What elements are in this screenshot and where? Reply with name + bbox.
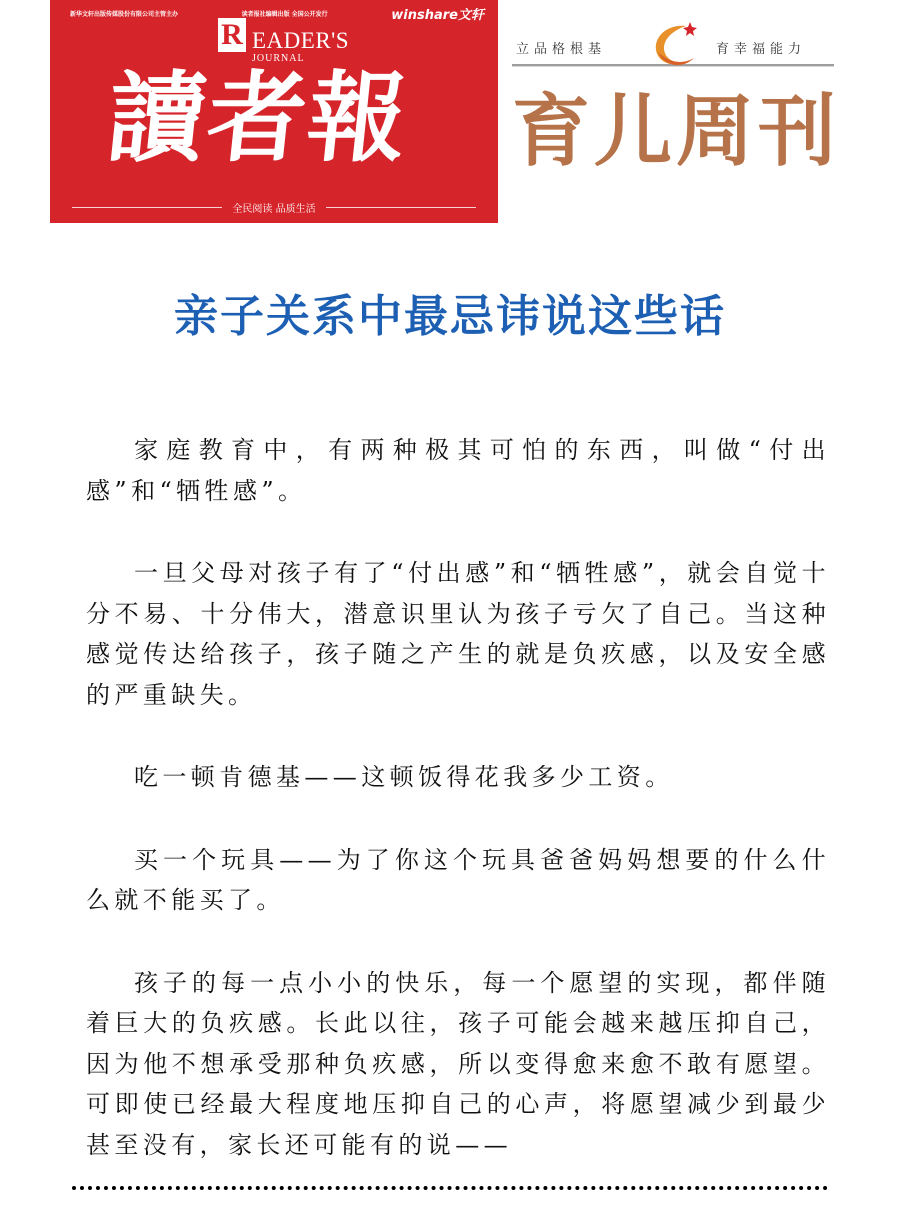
journal-word: JOURNAL bbox=[252, 53, 305, 64]
weekly-title: 育儿周刊 bbox=[512, 87, 841, 177]
article-headline: 亲子关系中最忌讳说这些话 bbox=[174, 291, 726, 342]
masthead-slogan-row bbox=[72, 199, 476, 215]
winshare-logo: winshare文轩 bbox=[391, 7, 484, 23]
readers-rest: EADER'S bbox=[252, 28, 350, 53]
motto-right: 育幸福能力 bbox=[716, 42, 807, 57]
dotted-divider bbox=[72, 1186, 828, 1190]
paragraph: 家庭教育中，有两种极其可怕的东西，叫做“付出感”和“牺牲感”。 bbox=[86, 436, 830, 505]
readers-initial: R bbox=[218, 18, 246, 52]
slogan-divider-right bbox=[326, 207, 476, 208]
publisher-text: 新华文轩出版传媒股份有限公司主管主办 bbox=[70, 10, 179, 18]
article-body bbox=[86, 430, 830, 1207]
paragraph: 买一个玩具——为了你这个玩具爸爸妈妈想要的什么什么就不能买了。 bbox=[86, 845, 830, 914]
parenting-weekly-masthead bbox=[512, 18, 841, 178]
paragraph: 孩子的每一点小小的快乐，每一个愿望的实现，都伴随着巨大的负疚感。长此以往，孩子可能会越来越压抑自己，因为他不想承受那种负疚感，所以变得愈来愈不敢有愿望。可即使已经最大程度地压抑自己的心声，将愿望减少到最少甚至没有，家长还可能有的说—— bbox=[86, 968, 830, 1159]
edition-text: 读者报社编辑出版 全国公开发行 bbox=[241, 10, 328, 18]
readers-journal-masthead bbox=[50, 0, 498, 223]
masthead-top-line bbox=[70, 6, 484, 23]
newspaper-title: 讀者報 bbox=[102, 61, 415, 176]
slogan-divider-left bbox=[72, 207, 222, 208]
swoosh-logo-icon bbox=[646, 18, 702, 70]
paragraph: 吃一顿肯德基——这顿饭得花我多少工资。 bbox=[134, 763, 674, 791]
paragraph: 一旦父母对孩子有了“付出感”和“牺牲感”，就会自觉十分不易、十分伟大，潜意识里认为孩子亏欠了自己。当这种感觉传达给孩子，孩子随之产生的就是负疚感，以及安全感的严重缺失。 bbox=[86, 559, 830, 709]
masthead-slogan: 全民阅读 品质生活 bbox=[232, 203, 316, 215]
motto-left: 立品格根基 bbox=[516, 42, 607, 57]
